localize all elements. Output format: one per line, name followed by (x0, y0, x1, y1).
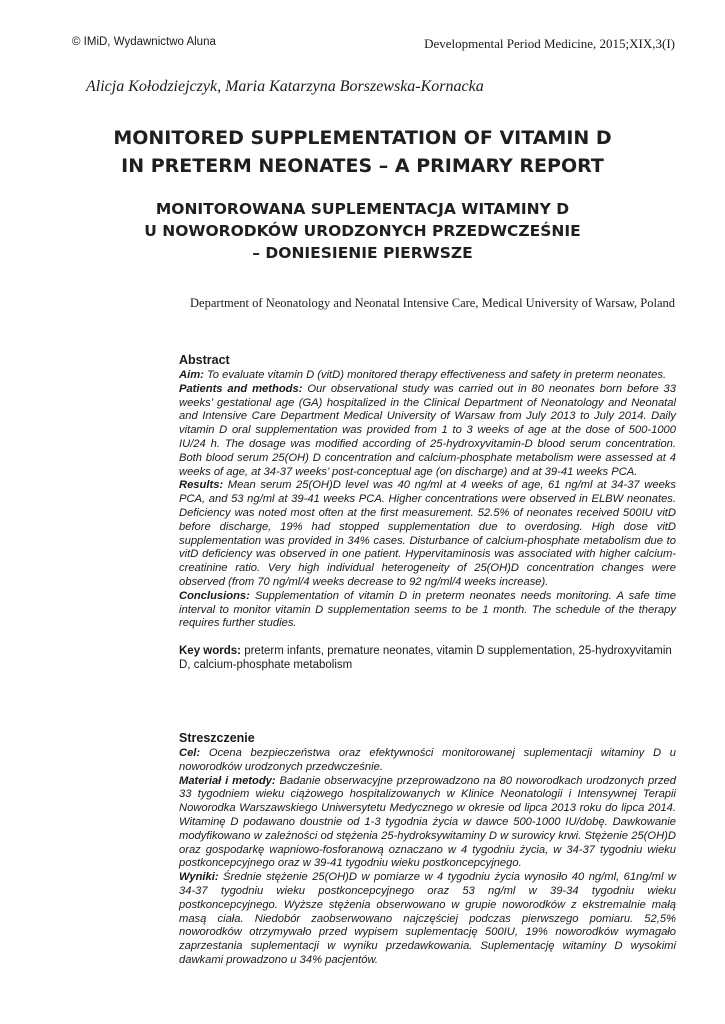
abstract-methods (179, 383, 676, 480)
aim-label: Aim: (179, 369, 204, 381)
methods-label: Patients and methods: (179, 382, 303, 395)
streszczenie-material (179, 775, 676, 872)
affiliation: Department of Neonatology and Neonatal Intensive Care, Medical University of Warsaw, Poland (190, 296, 675, 310)
cel-label: Cel: (179, 747, 201, 759)
copyright-notice: © IMiD, Wydawnictwo Aluna (72, 36, 216, 48)
article-title-polish (0, 198, 725, 264)
running-header (72, 36, 675, 52)
keywords (179, 644, 676, 672)
abstract-conclusions (179, 590, 676, 631)
streszczenie-cel (179, 747, 676, 775)
wyniki-text: Średnie stężenie 25(OH)D w pomiarze w 4 tygodniu życia wynosiło 40 ng/ml, 61ng/ml w 34-37 tygodniu wieku postkoncepcyjnego oraz 53 ng/ml w 39-34 tygodniu wieku postkoncepcyjnego. Wyższe stężenia obserwowano w grupie noworodków z ekstremalnie małą masą ciała. Niedobór zaobserwowano najczęściej podczas pierwszego pomiaru. 52,5% noworodków otrzymywało przed wypisem suplementację 500IU, 19% noworodków wymagało zaprzestania suplementacji w wyniku przedawkowania. Suplementację witaminy D wysokimi dawkami prowadzono u 34% pacjentów. (179, 871, 676, 966)
streszczenie-heading: Streszczenie (179, 731, 255, 745)
title-en-line-1: MONITORED SUPPLEMENTATION OF VITAMIN D (113, 127, 612, 149)
streszczenie-section (179, 731, 676, 968)
results-text: Mean serum 25(OH)D level was 40 ng/ml at 4 weeks of age, 61 ng/ml at 34-37 weeks PCA, and 53 ng/ml at 39-41 weeks PCA. Higher concentrations were observed in ELBW neonates. Deficiency was noted most often at the first measurement. 52.5% of neonates received 500IU vitD before discharge, 19% had stopped supplementation due to overdosing. High dose vitD supplementation was provided in 34% cases. Disturbance of calcium-phosphate metabolism due to vitD deficiency was observed in one patient. Hypervitaminosis was associated with higher calcium-creatinine ratio. Very high individual heterogeneity of 25(OH)D concentration changes were observed (from 70 ng/ml/4 weeks decrease to 92 ng/ml/4 weeks increase). (179, 479, 676, 588)
abstract-aim (179, 369, 676, 383)
wyniki-label: Wyniki: (179, 871, 219, 884)
aim-text: To evaluate vitamin D (vitD) monitored therapy effectiveness and safety in preterm neonates. (203, 369, 667, 381)
title-pl-line-3: – DONIESIENIE PIERWSZE (252, 244, 473, 262)
author-list: Alicja Kołodziejczyk, Maria Katarzyna Borszewska-Kornacka (86, 78, 484, 95)
journal-citation: Developmental Period Medicine, 2015;XIX,3(I) (424, 36, 675, 51)
abstract-section (179, 353, 676, 684)
streszczenie-wyniki (179, 871, 676, 968)
keywords-text: preterm infants, premature neonates, vitamin D supplementation, 25-hydroxyvitamin D, calcium-phosphate metabolism (179, 645, 672, 672)
cel-text: Ocena bezpieczeństwa oraz efektywności monitorowanej suplementacji witaminy D u noworodków urodzonych przedwcześnie. (179, 747, 676, 773)
abstract-heading: Abstract (179, 353, 230, 367)
title-pl-line-2: U NOWORODKÓW URODZONYCH PRZEDWCZEŚNIE (144, 222, 581, 240)
conclusions-label: Conclusions: (179, 589, 250, 602)
keywords-label: Key words: (179, 645, 241, 658)
abstract-results (179, 479, 676, 589)
material-label: Materiał i metody: (179, 774, 276, 787)
methods-text: Our observational study was carried out in 80 neonates born before 33 weeks’ gestational age (GA) hospitalized in the Clinical Department of Neonatology and Neonatal and Intensive Care Department Medical University of Warsaw from July 2013 to July 2014. Daily vitamin D oral supplementation was provided from 1 to 3 weeks of age at the dose of 500-1000 IU/24 h. The dosage was modified according of 25-hydroxyvitamin-D blood serum concentration. Both blood serum 25(OH) D concentration and calcium-phosphate metabolism were assessed at 4 weeks of age, at 34-37 weeks’ post-conceptual age (on discharge) and at 39-41 weeks PCA. (179, 382, 676, 478)
results-label: Results: (179, 479, 224, 492)
article-title-english (0, 124, 725, 180)
title-pl-line-1: MONITOROWANA SUPLEMENTACJA WITAMINY D (155, 200, 570, 218)
title-en-line-2: IN PRETERM NEONATES – A PRIMARY REPORT (121, 155, 604, 177)
material-text: Badanie obserwacyjne przeprowadzono na 80 noworodkach urodzonych przed 33 tygodniem wieku ciążowego hospitalizowanych w Klinice Neonatologii i Intensywnej Terapii Noworodka Warszawskiego Uniwersytetu Medycznego w okresie od lipca 2013 roku do lipca 2014. Witaminę D podawano doustnie od 1-3 tygodnia życia w dawce 500-1000 IU/dobę. Dawkowanie modyfikowano w zależności od stężenia 25-hydroksywitaminy D w surowicy krwi. Stężenie 25(OH)D oraz gospodarkę wapniowo-fosforanową oznaczano w 4 tygodniu życia, w 34-37 tygodniu wieku postkoncepcyjnego oraz w 39-41 tygodniu wieku postkoncepcyjnego. (179, 774, 676, 870)
conclusions-text: Supplementation of vitamin D in preterm neonates needs monitoring. A safe time interval to monitor vitamin D supplementation seems to be 1 month. The schedule of the therapy requires further studies. (179, 589, 676, 630)
